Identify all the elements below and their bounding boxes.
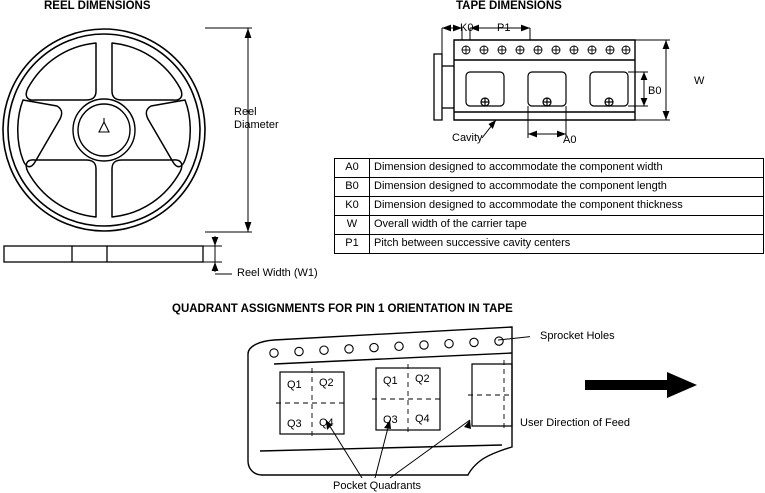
legend-code: B0 [335, 178, 370, 197]
legend-code: K0 [335, 197, 370, 216]
quadrant-assignments-heading: QUADRANT ASSIGNMENTS FOR PIN 1 ORIENTATION IN TAPE [172, 303, 513, 315]
legend-desc: Dimension designed to accommodate the component width [370, 159, 764, 178]
table-row [335, 216, 764, 235]
tape-w-label: W [694, 75, 705, 87]
legend-desc: Dimension designed to accommodate the component thickness [370, 197, 764, 216]
quadrant-cell-q4-b: Q4 [415, 413, 430, 425]
quadrant-cell-q2-b: Q2 [415, 373, 430, 385]
tape-drawing [420, 10, 680, 150]
quadrant-cell-q1-b: Q1 [383, 375, 398, 387]
tape-k0-label: K0 [460, 22, 474, 34]
tape-cavity-label: Cavity [452, 132, 483, 144]
dimension-legend-table [334, 158, 764, 254]
quadrant-cell-q3-b: Q3 [383, 414, 398, 426]
feed-direction-arrow-icon [585, 372, 705, 406]
legend-code: W [335, 216, 370, 235]
feed-direction-label: User Direction of Feed [520, 417, 631, 429]
quadrant-tape-drawing [240, 320, 530, 485]
legend-code: P1 [335, 235, 370, 254]
table-row [335, 159, 764, 178]
legend-desc: Dimension designed to accommodate the component length [370, 178, 764, 197]
legend-desc: Pitch between successive cavity centers [370, 235, 764, 254]
reel-width-label: Reel Width (W1) [237, 267, 318, 279]
reel-drawing [0, 8, 300, 288]
quadrant-cell-q3-a: Q3 [287, 418, 302, 430]
table-row [335, 235, 764, 254]
tape-p1-label: P1 [497, 22, 511, 34]
quadrant-cell-q4-a: Q4 [319, 417, 334, 429]
sprocket-holes-label: Sprocket Holes [540, 330, 615, 342]
quadrant-cell-q1-a: Q1 [287, 379, 302, 391]
reel-dimensions-heading: REEL DIMENSIONS [44, 0, 151, 12]
table-row [335, 197, 764, 216]
tape-dimensions-heading: TAPE DIMENSIONS [456, 0, 562, 12]
legend-code: A0 [335, 159, 370, 178]
tape-b0-label: B0 [648, 85, 662, 97]
tape-a0-label: A0 [563, 134, 577, 146]
table-row [335, 178, 764, 197]
pocket-quadrants-label: Pocket Quadrants [333, 480, 422, 492]
legend-desc: Overall width of the carrier tape [370, 216, 764, 235]
quadrant-cell-q2-a: Q2 [319, 377, 334, 389]
reel-diameter-label: Reel Diameter [234, 106, 279, 131]
